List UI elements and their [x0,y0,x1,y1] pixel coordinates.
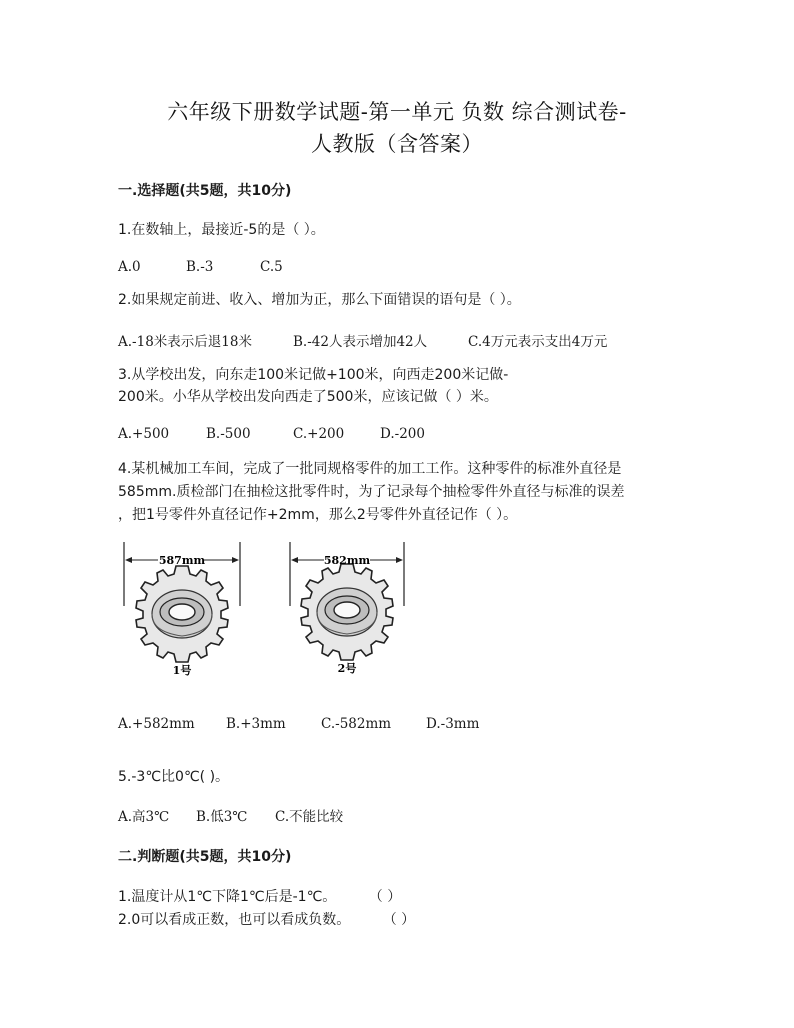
q2-option-b: B.-42人表示增加42人 [293,334,428,350]
title-line-2: 人教版（含答案） [311,132,483,156]
judge-2 [118,909,688,931]
q2-option-c: C.4万元表示支出4万元 [468,334,608,350]
question-4-line-3: ，把1号零件外直径记作+2mm，那么2号零件外直径记作（ ）。 [118,507,518,523]
q3-option-c: C.+200 [293,426,345,442]
q5-option-a: A.高3℃ [118,809,170,825]
q5-option-c: C.不能比较 [275,809,344,825]
judge-1-text: 1.温度计从1℃下降1℃后是-1℃。 [118,889,337,905]
q4-option-c: C.-582mm [321,716,392,732]
section-heading-judge: 二.判断题(共5题，共10分) [118,849,292,865]
q4-option-b: B.+3mm [226,716,286,732]
title-line-1: 六年级下册数学试题-第一单元 负数 综合测试卷- [167,100,627,124]
q1-option-c: C.5 [260,259,283,275]
judge-2-blank: （ ） [382,912,416,928]
gear-figure [118,536,418,682]
section-heading-choice: 一.选择题(共5题，共10分) [118,183,292,199]
judge-1-blank: （ ） [368,889,402,905]
q4-option-a: A.+582mm [118,716,195,732]
q5-option-b: B.低3℃ [196,809,248,825]
judge-1 [118,886,688,908]
q3-option-a: A.+500 [118,426,170,442]
judge-2-text: 2.0可以看成正数，也可以看成负数。 [118,912,351,928]
gear-2-label: 2号 [337,662,357,675]
question-2: 2.如果规定前进、收入、增加为正，那么下面错误的语句是（ ）。 [118,292,521,308]
q1-option-b: B.-3 [186,259,214,275]
question-3-line-1: 3.从学校出发，向东走100米记做+100米，向西走200米记做- [118,367,509,383]
question-4-line-2: 585mm.质检部门在抽检这批零件时，为了记录每个抽检零件外直径与标准的误差 [118,484,625,500]
gear-1-dimension: 587mm [158,554,206,567]
q3-option-d: D.-200 [380,426,425,442]
gear-1-label: 1号 [172,664,192,677]
q3-option-b: B.-500 [206,426,251,442]
question-3-line-2: 200米。小华从学校出发向西走了500米，应该记做（ ）米。 [118,389,498,405]
question-4-line-1: 4.某机械加工车间，完成了一批同规格零件的加工工作。这种零件的标准外直径是 [118,461,622,477]
q2-option-a: A.-18米表示后退18米 [118,334,252,350]
q1-option-a: A.0 [118,259,141,275]
question-5: 5.-3℃比0℃( )。 [118,769,230,785]
gear-2-dimension: 582mm [323,554,371,567]
question-1: 1.在数轴上，最接近-5的是（ ）。 [118,222,325,238]
q4-option-d: D.-3mm [426,716,480,732]
